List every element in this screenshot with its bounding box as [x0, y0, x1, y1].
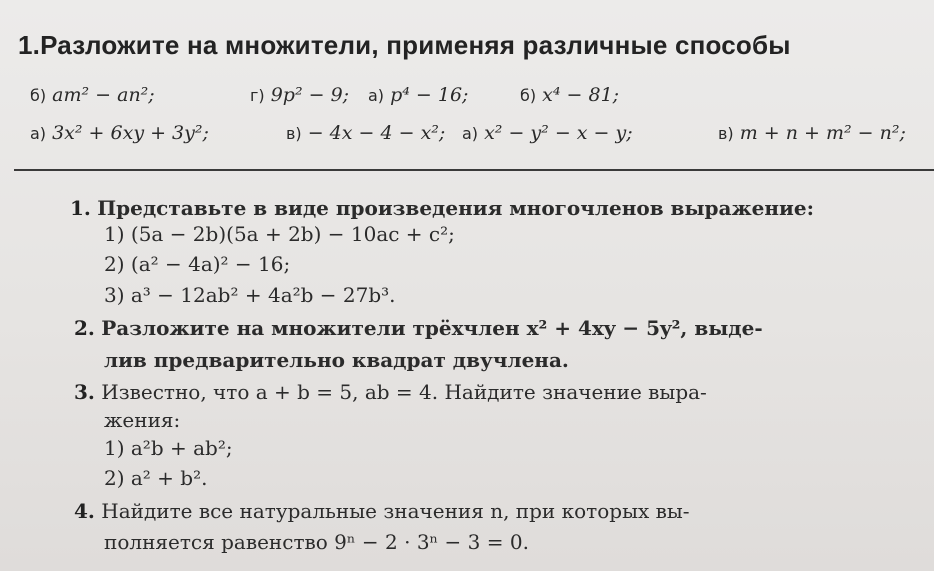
exercise-a3 [462, 122, 633, 144]
exercise-v1 [286, 122, 445, 144]
task-4-line-1 [74, 499, 690, 523]
exercise-label: а) [30, 124, 47, 143]
exercise-v2 [718, 122, 906, 144]
exercise-b1 [30, 84, 155, 106]
exercise-b2 [520, 84, 619, 106]
exercise-expression: x² − y² − x − y; [484, 122, 633, 144]
exercise-a1 [368, 84, 468, 106]
task-number: 1. [70, 196, 91, 220]
task-number: 4. [74, 499, 95, 523]
exercise-label: г) [250, 86, 265, 105]
task-3-line-1 [74, 380, 707, 404]
exercise-expression: m + n + m² − n²; [739, 122, 906, 144]
task-text: Представьте в виде произведения многочленов выражение: [97, 196, 814, 220]
exercise-expression: p⁴ − 16; [390, 84, 469, 106]
exercise-row-1 [0, 84, 934, 112]
exercise-row-2 [0, 122, 934, 150]
task-1-item-1: 1) (5a − 2b)(5a + 2b) − 10ac + c²; [104, 222, 455, 246]
task-number: 2. [74, 316, 95, 340]
exercise-g1 [250, 84, 349, 106]
section-divider [14, 169, 934, 171]
exercise-expression: − 4x − 4 − x²; [307, 122, 446, 144]
task-3-line-2: жения: [104, 408, 181, 432]
task-1-heading [70, 196, 814, 220]
task-3-item-1: 1) a²b + ab²; [104, 436, 233, 460]
task-number: 3. [74, 380, 95, 404]
task-text: Найдите все натуральные значения n, при которых вы- [101, 499, 690, 523]
task-1-item-3: 3) a³ − 12ab² + 4a²b − 27b³. [104, 283, 396, 307]
exercise-expression: am² − an²; [52, 84, 155, 106]
exercise-label: в) [286, 124, 302, 143]
exercise-label: б) [520, 86, 537, 105]
section-title: 1.Разложите на множители, применяя различные способы [18, 30, 791, 60]
task-2-line-2: лив предварительно квадрат двучлена. [104, 348, 569, 372]
exercise-label: а) [462, 124, 479, 143]
exercise-expression: 3x² + 6xy + 3y²; [52, 122, 209, 144]
task-3-item-2: 2) a² + b². [104, 466, 208, 490]
task-1-item-2: 2) (a² − 4a)² − 16; [104, 252, 291, 276]
exercise-label: в) [718, 124, 734, 143]
task-2-line-1 [74, 316, 763, 340]
task-4-line-2: полняется равенство 9ⁿ − 2 · 3ⁿ − 3 = 0. [104, 530, 529, 554]
exercise-expression: x⁴ − 81; [542, 84, 620, 106]
exercise-expression: 9p² − 9; [270, 84, 350, 106]
exercise-a2 [30, 122, 209, 144]
task-text: Разложите на множители трёхчлен x² + 4xy − 5y², выде- [101, 316, 763, 340]
exercise-label: б) [30, 86, 47, 105]
task-text: Известно, что a + b = 5, ab = 4. Найдите значение выра- [101, 380, 707, 404]
exercise-label: а) [368, 86, 385, 105]
